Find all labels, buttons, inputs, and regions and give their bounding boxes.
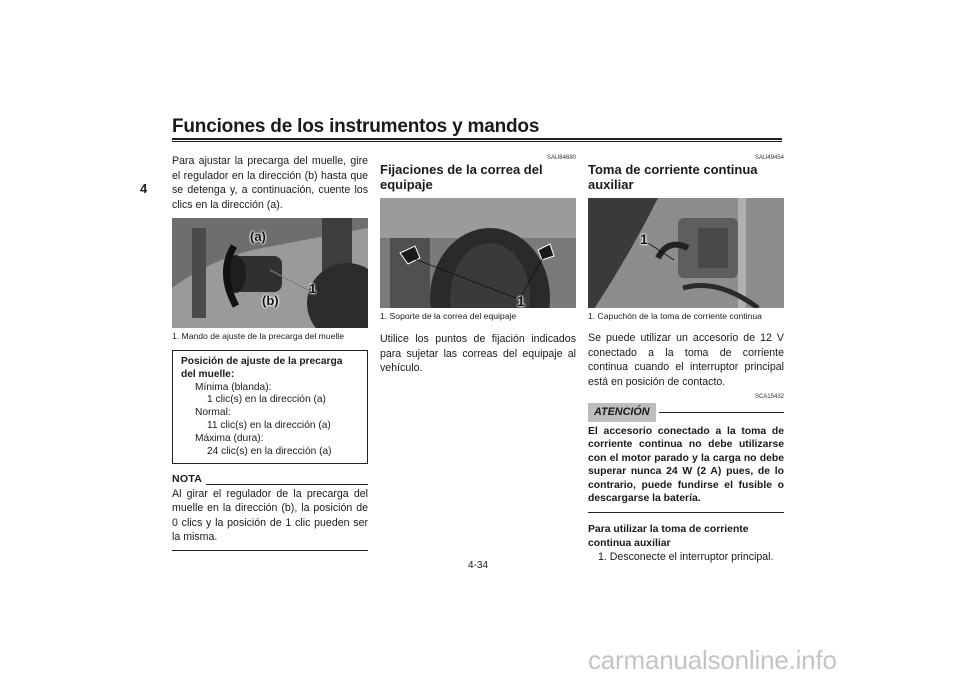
column-3 [588, 154, 784, 565]
callout-1-label: 1 [517, 293, 525, 308]
column-1 [172, 154, 368, 551]
photo-caption: 1. Mando de ajuste de la precarga del muelle [172, 331, 344, 341]
note-label: NOTA [172, 473, 203, 486]
page-title: Funciones de los instrumentos y mandos [172, 116, 540, 137]
section-text: Se puede utilizar un accesorio de 12 V conectado a la toma de corriente continua cuando el interruptor principal está en posición de contacto. [588, 332, 784, 388]
callout-1-label: 1 [309, 281, 317, 296]
section-heading: Fijaciones de la correa del equipaje [380, 162, 543, 192]
direction-b-label: (b) [262, 293, 279, 308]
dc-socket-photo [588, 198, 784, 308]
section-code: SAU84680 [546, 155, 576, 161]
watermark: carmanualsonline.info [588, 645, 837, 675]
note-rule [206, 484, 368, 485]
attention-header [588, 403, 784, 422]
column-2 [380, 154, 576, 376]
section-heading: Toma de corriente continua auxiliar [588, 162, 758, 192]
direction-a-label: (a) [250, 229, 266, 244]
attention-rule [659, 412, 784, 413]
photo-caption: 1. Capuchón de la toma de corriente continua [588, 311, 762, 321]
attention-end-rule [588, 512, 784, 514]
min-label: Mínima (blanda): [195, 381, 272, 393]
intro-paragraph: Para ajustar la precarga del muelle, gire el regulador en la dirección (b) hasta que se detenga y, a continuación, cuente los clics en la dirección (a). [172, 155, 368, 211]
normal-label: Normal: [195, 407, 231, 419]
min-value: 1 clic(s) en la dirección (a) [207, 394, 326, 406]
page-number: 4-34 [468, 560, 489, 571]
step-1: 1. Desconecte el interruptor principal. [598, 551, 774, 563]
normal-value: 11 clic(s) en la dirección (a) [207, 419, 331, 431]
luggage-strap-photo [380, 198, 576, 308]
max-label: Máxima (dura): [195, 432, 264, 444]
section-code: SAU49454 [754, 155, 784, 161]
callout-1-label: 1 [640, 231, 648, 247]
header-rule-thin [172, 141, 782, 142]
spring-preload-photo [172, 218, 368, 328]
subheading: Para utilizar la toma de corriente continua auxiliar [588, 524, 749, 549]
max-value: 24 clic(s) en la dirección (a) [207, 445, 332, 457]
note-end-rule [172, 550, 368, 551]
photo-caption: 1. Soporte de la correa del equipaje [380, 311, 517, 321]
preload-settings-box [172, 350, 368, 464]
box-heading: Posición de ajuste de la precarga del muelle: [181, 356, 343, 380]
note-header [172, 472, 368, 487]
header-rule [172, 138, 782, 140]
chapter-tab: 4 [140, 181, 148, 196]
note-text: Al girar el regulador de la precarga del muelle en la dirección (b), la posición de 0 clics y la posición de 1 clic pueden ser la misma. [172, 487, 368, 544]
attention-code: SCA15432 [754, 394, 784, 400]
attention-label: ATENCIÓN [588, 403, 656, 422]
attention-text: El accesorio conectado a la toma de corriente continua no debe utilizarse con el motor parado y la carga no debe superar nunca 24 W (2 A) pues, de lo contrario, puede fundirse el fusible o descargarse la batería. [588, 425, 784, 504]
section-text: Utilice los puntos de fijación indicados para sujetar las correas del equipaje al vehículo. [380, 333, 576, 374]
